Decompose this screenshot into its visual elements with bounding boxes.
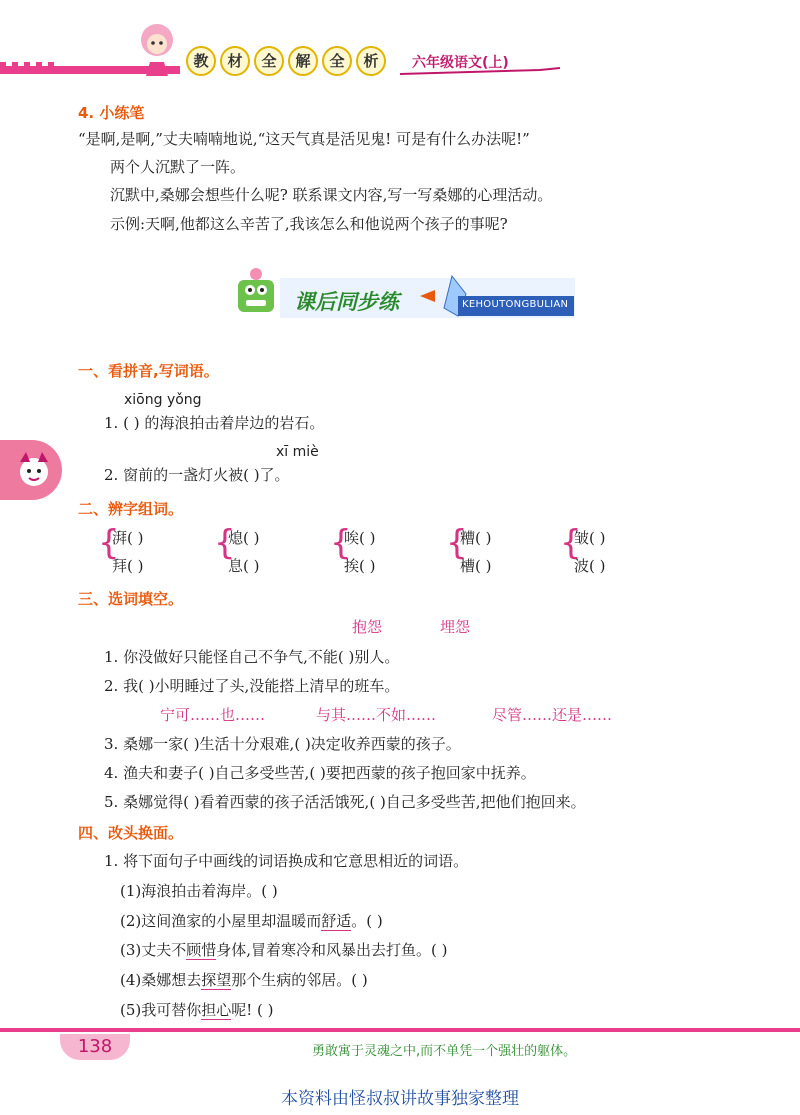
question: 2. 我( )小明睡过了头,没能搭上清早的班车。 xyxy=(104,677,400,695)
word-choice: 抱怨 xyxy=(352,618,383,636)
item-text: ) xyxy=(267,882,278,900)
credit-line: 本资料由怪叔叔讲故事独家整理 xyxy=(281,1089,519,1109)
char-group-bottom: 槽( ) xyxy=(460,557,492,575)
char-group-top: 唉( ) xyxy=(344,529,376,547)
char-group-bottom: 挨( ) xyxy=(344,557,376,575)
pinyin-hint: xiōng yǒng xyxy=(124,392,202,408)
rewrite-item xyxy=(120,969,368,990)
item-text: (3)丈夫不 xyxy=(120,941,187,959)
header-title xyxy=(186,46,386,76)
char-group-top: 熄( ) xyxy=(228,529,260,547)
header-char: 材 xyxy=(220,46,250,76)
practice-line: 两个人沉默了一阵。 xyxy=(110,158,246,176)
question: 5. 桑娜觉得( )看着西蒙的孩子活活饿死,( )自己多受些苦,把他们抱回来。 xyxy=(104,793,586,811)
header-char: 教 xyxy=(186,46,216,76)
section-banner xyxy=(230,266,575,326)
banner-pinyin: KEHOUTONGBULIAN xyxy=(462,299,569,310)
banner-title: 课后同步练 xyxy=(294,290,399,314)
header-char: 全 xyxy=(322,46,352,76)
header-char: 析 xyxy=(356,46,386,76)
brace-icon: { xyxy=(214,523,236,563)
char-group-top: 糟( ) xyxy=(460,529,492,547)
section-title: 四、改头换面。 xyxy=(78,824,184,842)
item-text: 那个生病的邻居。( ) xyxy=(231,971,368,989)
item-text: 。( ) xyxy=(351,912,383,930)
rewrite-item xyxy=(120,939,448,960)
practice-line: 示例:天啊,他都这么辛苦了,我该怎么和他说两个孩子的事呢? xyxy=(110,215,508,233)
header-char: 解 xyxy=(288,46,318,76)
practice-title: 4. 小练笔 xyxy=(78,104,145,122)
section-title: 二、辨字组词。 xyxy=(78,500,184,518)
rewrite-item xyxy=(120,999,274,1020)
practice-line: 沉默中,桑娜会想些什么呢? 联系课文内容,写一写桑娜的心理活动。 xyxy=(110,186,553,204)
item-text: 呢! ( ) xyxy=(231,1001,274,1019)
question: 1. 你没做好只能怪自己不争气,不能( )别人。 xyxy=(104,648,400,666)
instruction: 1. 将下面句子中画线的词语换成和它意思相近的词语。 xyxy=(104,852,469,870)
practice-line: “是啊,是啊,”丈夫喃喃地说,“这天气真是活见鬼! 可是有什么办法呢!” xyxy=(78,130,530,148)
rewrite-item xyxy=(120,880,278,901)
word-choice: 与其……不如…… xyxy=(316,706,437,724)
question: 4. 渔夫和妻子( )自己多受些苦,( )要把西蒙的孩子抱回家中抚养。 xyxy=(104,764,536,782)
question: 2. 窗前的一盏灯火被( )了。 xyxy=(104,466,290,484)
underlined-word: 舒适 xyxy=(321,912,352,930)
brace-icon: { xyxy=(560,523,582,563)
word-choice: 尽管……还是…… xyxy=(492,706,613,724)
char-group-top: 皱( ) xyxy=(574,529,606,547)
char-group-bottom: 波( ) xyxy=(574,557,606,575)
rewrite-item xyxy=(120,910,383,931)
section-title: 三、选词填空。 xyxy=(78,590,184,608)
page-number: 138 xyxy=(60,1034,130,1060)
header-char: 全 xyxy=(254,46,284,76)
underlined-word: 顾惜 xyxy=(186,941,217,959)
char-group-bottom: 息( ) xyxy=(228,557,260,575)
side-tab xyxy=(0,440,62,500)
header-subtitle: 六年级语文(上) xyxy=(412,55,509,71)
char-group-bottom: 拜( ) xyxy=(112,557,144,575)
item-text: (1)海浪拍击着海岸。( xyxy=(120,882,268,900)
cartoon-face-icon xyxy=(14,450,54,490)
pinyin-hint: xī miè xyxy=(276,444,319,460)
char-group-top: 湃( ) xyxy=(112,529,144,547)
footer-rule xyxy=(0,1028,800,1032)
word-choice: 埋怨 xyxy=(440,618,471,636)
word-choice: 宁可……也…… xyxy=(160,706,266,724)
item-text: (4)桑娜想去 xyxy=(120,971,202,989)
item-text: 身体,冒着寒冷和风暴出去打鱼。( ) xyxy=(216,941,448,959)
underlined-word: 担心 xyxy=(201,1001,232,1019)
question: 3. 桑娜一家( )生活十分艰难,( )决定收养西蒙的孩子。 xyxy=(104,735,461,753)
footer-motto: 勇敢寓于灵魂之中,而不单凭一个强壮的躯体。 xyxy=(312,1044,577,1059)
underlined-word: 探望 xyxy=(201,971,232,989)
item-text: (2)这间渔家的小屋里却温暖而 xyxy=(120,912,322,930)
question: 1. ( ) 的海浪拍击着岸边的岩石。 xyxy=(104,414,325,432)
brace-icon: { xyxy=(330,523,352,563)
header-stripe xyxy=(0,62,800,76)
brace-icon: { xyxy=(98,523,120,563)
mascot-girl-icon xyxy=(132,20,182,76)
item-text: (5)我可替你 xyxy=(120,1001,202,1019)
brace-icon: { xyxy=(446,523,468,563)
section-title: 一、看拼音,写词语。 xyxy=(78,362,219,380)
